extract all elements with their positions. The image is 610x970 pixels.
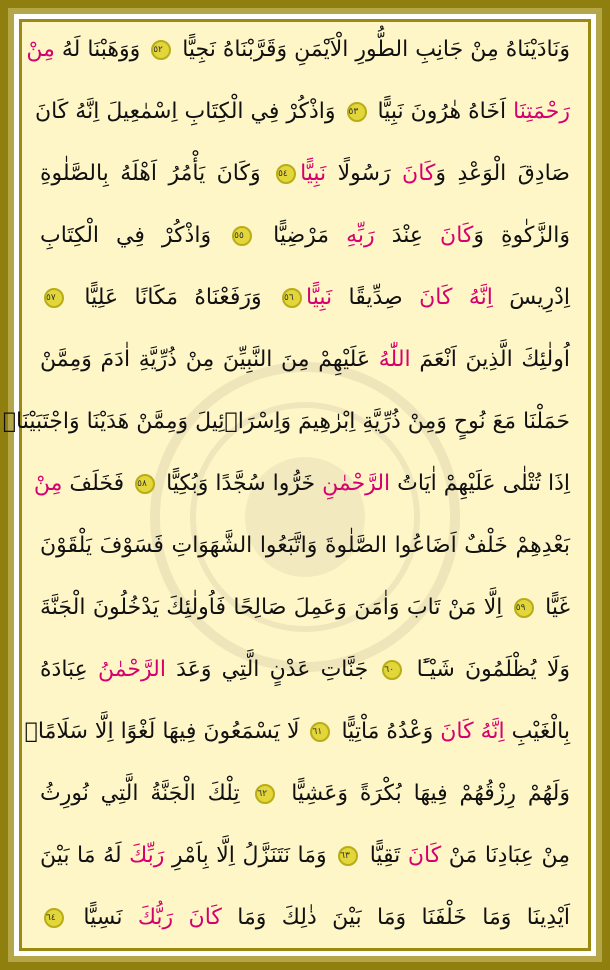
highlighted-word: مِنْ [33,471,63,496]
text-line [40,208,570,264]
verse-text: صِدِّيقًا [332,285,420,310]
verse-text: وَمَا نَتَنَزَّلُ اِلَّا بِاَمْرِ [164,843,335,868]
highlighted-word: كَانَ [407,843,442,868]
verse-text: حَمَلْنَا مَعَ نُوحٍ وَمِنْ ذُرِّيَّةِ اِبْرٰهِيمَ وَاِسْرَاۤئِيلَ وَمِمَّنْ هَدَيْنَا وَاجْتَبَيْنَاۜ [2,409,570,434]
verse-number-marker: ٦٤ [44,908,64,928]
verse-number-marker: ٥٦ [282,288,302,308]
verse-text: وَاذْكُرْ فِي الْكِتَابِ اِسْمٰعِيلَ اِنَّهُ كَانَ [34,99,343,124]
verse-text: اِلَّا مَنْ تَابَ وَاٰمَنَ وَعَمِلَ صَالِحًا فَاُولٰئِكَ يَدْخُلُونَ الْجَنَّةَ [40,595,510,620]
text-line [2,394,570,450]
verse-text: فَخَلَفَ [62,471,132,496]
verse-text: خَرُّوا سُجَّدًا وَبُكِيًّا [159,471,323,496]
verse-text: صَادِقَ الْوَعْدِ وَ [435,161,570,186]
verse-text: اَخَاهُ هٰرُونَ نَبِيًّا [370,99,514,124]
verse-number-marker: ٥٢ [151,40,171,60]
verse-number-marker: ٦٠ [382,660,402,680]
text-line [33,456,570,512]
verse-text: وَكَانَ يَأْمُرُ اَهْلَهُ بِالصَّلٰوةِ [40,161,273,186]
highlighted-word: اِنَّهُ كَانَ [419,285,493,310]
highlighted-word: رَبِّكَ [129,843,165,868]
verse-number-marker: ٥٥ [232,226,252,246]
verse-text: بِالْغَيْبِ [504,719,570,744]
verse-text: عِبَادَهُ [40,657,98,682]
highlighted-word: نَبِيًّا [306,285,333,310]
verse-text: وَنَادَيْنَاهُ مِنْ جَانِبِ الطُّورِ الْاَيْمَنِ وَقَرَّبْنَاهُ نَجِيًّا [175,37,570,62]
verse-text: تِلْكَ الْجَنَّةُ الَّتِي نُورِثُ [40,781,252,806]
verse-text: مِنْ عِبَادِنَا مَنْ [441,843,570,868]
verse-text: وَالزَّكٰوةِ وَ [473,223,570,248]
verse-text: رَسُولًا [326,161,403,186]
verse-text: جَنَّاتِ عَدْنٍ الَّتِي وَعَدَ [166,657,379,682]
verse-number-marker: ٥٣ [347,102,367,122]
text-line [26,22,570,78]
text-line [40,146,570,202]
verse-text: غَيًّا [537,595,571,620]
verse-text: مَرْضِيًّا [256,223,347,248]
verse-text: اَيْدِينَا وَمَا خَلْفَنَا وَمَا بَيْنَ ذٰلِكَ وَمَا [221,905,571,930]
verse-text [173,905,188,930]
verse-text: وَعْدُهُ مَاْتِيًّا [334,719,441,744]
text-line [40,518,570,574]
verse-text: وَاذْكُرْ فِي الْكِتَابِ [40,223,229,248]
highlighted-word: كَانَ [402,161,436,186]
highlighted-word: رَبُّكَ [137,905,174,930]
verse-text: تَقِيًّا [362,843,408,868]
verse-text: عَلَيْهِمْ مِنَ النَّبِيِّنَ مِنْ ذُرِّيَّةِ اٰدَمَ وَمِمَّنْ [40,347,379,372]
highlighted-word: الرَّحْمٰنُ [97,657,166,682]
highlighted-word: كَانَ [440,223,474,248]
text-line [40,890,570,946]
verse-text: نَسِيًّا [68,905,138,930]
verse-text: عِنْدَ [374,223,441,248]
verse-text: اِذَا تُتْلٰى عَلَيْهِمْ اٰيَاتُ [390,471,570,496]
verse-text: وَلَهُمْ رِزْقُهُمْ فِيهَا بُكْرَةً وَعَشِيًّا [279,781,570,806]
text-line [40,766,570,822]
verse-text: اُولٰئِكَ الَّذِينَ اَنْعَمَ [410,347,570,372]
text-line [40,580,570,636]
verse-text: لَا يَسْمَعُونَ فِيهَا لَغْوًا اِلَّا سَلَامًاۜ [24,719,307,744]
verse-number-marker: ٦٣ [338,846,358,866]
mushaf-page [2,22,588,948]
highlighted-word: رَبِّهِ [346,223,375,248]
verse-number-marker: ٦١ [310,722,330,742]
text-line [40,332,570,388]
highlighted-word: اِنَّهُ كَانَ [440,719,505,744]
text-line [40,828,570,884]
verse-text: وَرَفَعْنَاهُ مَكَانًا عَلِيًّا [68,285,279,310]
highlighted-word: مِنْ [26,37,55,62]
verse-number-marker: ٥٨ [135,474,155,494]
text-line [24,704,570,760]
highlighted-word: نَبِيًّا [300,161,327,186]
highlighted-word: الرَّحْمٰنِ [322,471,391,496]
verse-text: لَهُ مَا بَيْنَ [40,843,130,868]
highlighted-word: رَحْمَتِنَا [513,99,570,124]
verse-text: بَعْدِهِمْ خَلْفٌ اَضَاعُوا الصَّلٰوةَ وَاتَّبَعُوا الشَّهَوَاتِ فَسَوْفَ يَلْقَوْنَ [40,533,570,558]
highlighted-word: اللّٰهُ [378,347,411,372]
text-line [34,84,570,140]
verse-number-marker: ٥٤ [276,164,296,184]
text-line [40,642,570,698]
verse-text: اِدْرِيسَ [492,285,571,310]
verse-number-marker: ٥٧ [44,288,64,308]
verse-text: وَلَا يُظْلَمُونَ شَيْـًٔا [406,657,570,682]
highlighted-word: كَانَ [188,905,222,930]
verse-number-marker: ٦٢ [255,784,275,804]
verse-text: وَوَهَبْنَا لَهُ [54,37,148,62]
verse-number-marker: ٥٩ [514,598,534,618]
text-line [40,270,570,326]
